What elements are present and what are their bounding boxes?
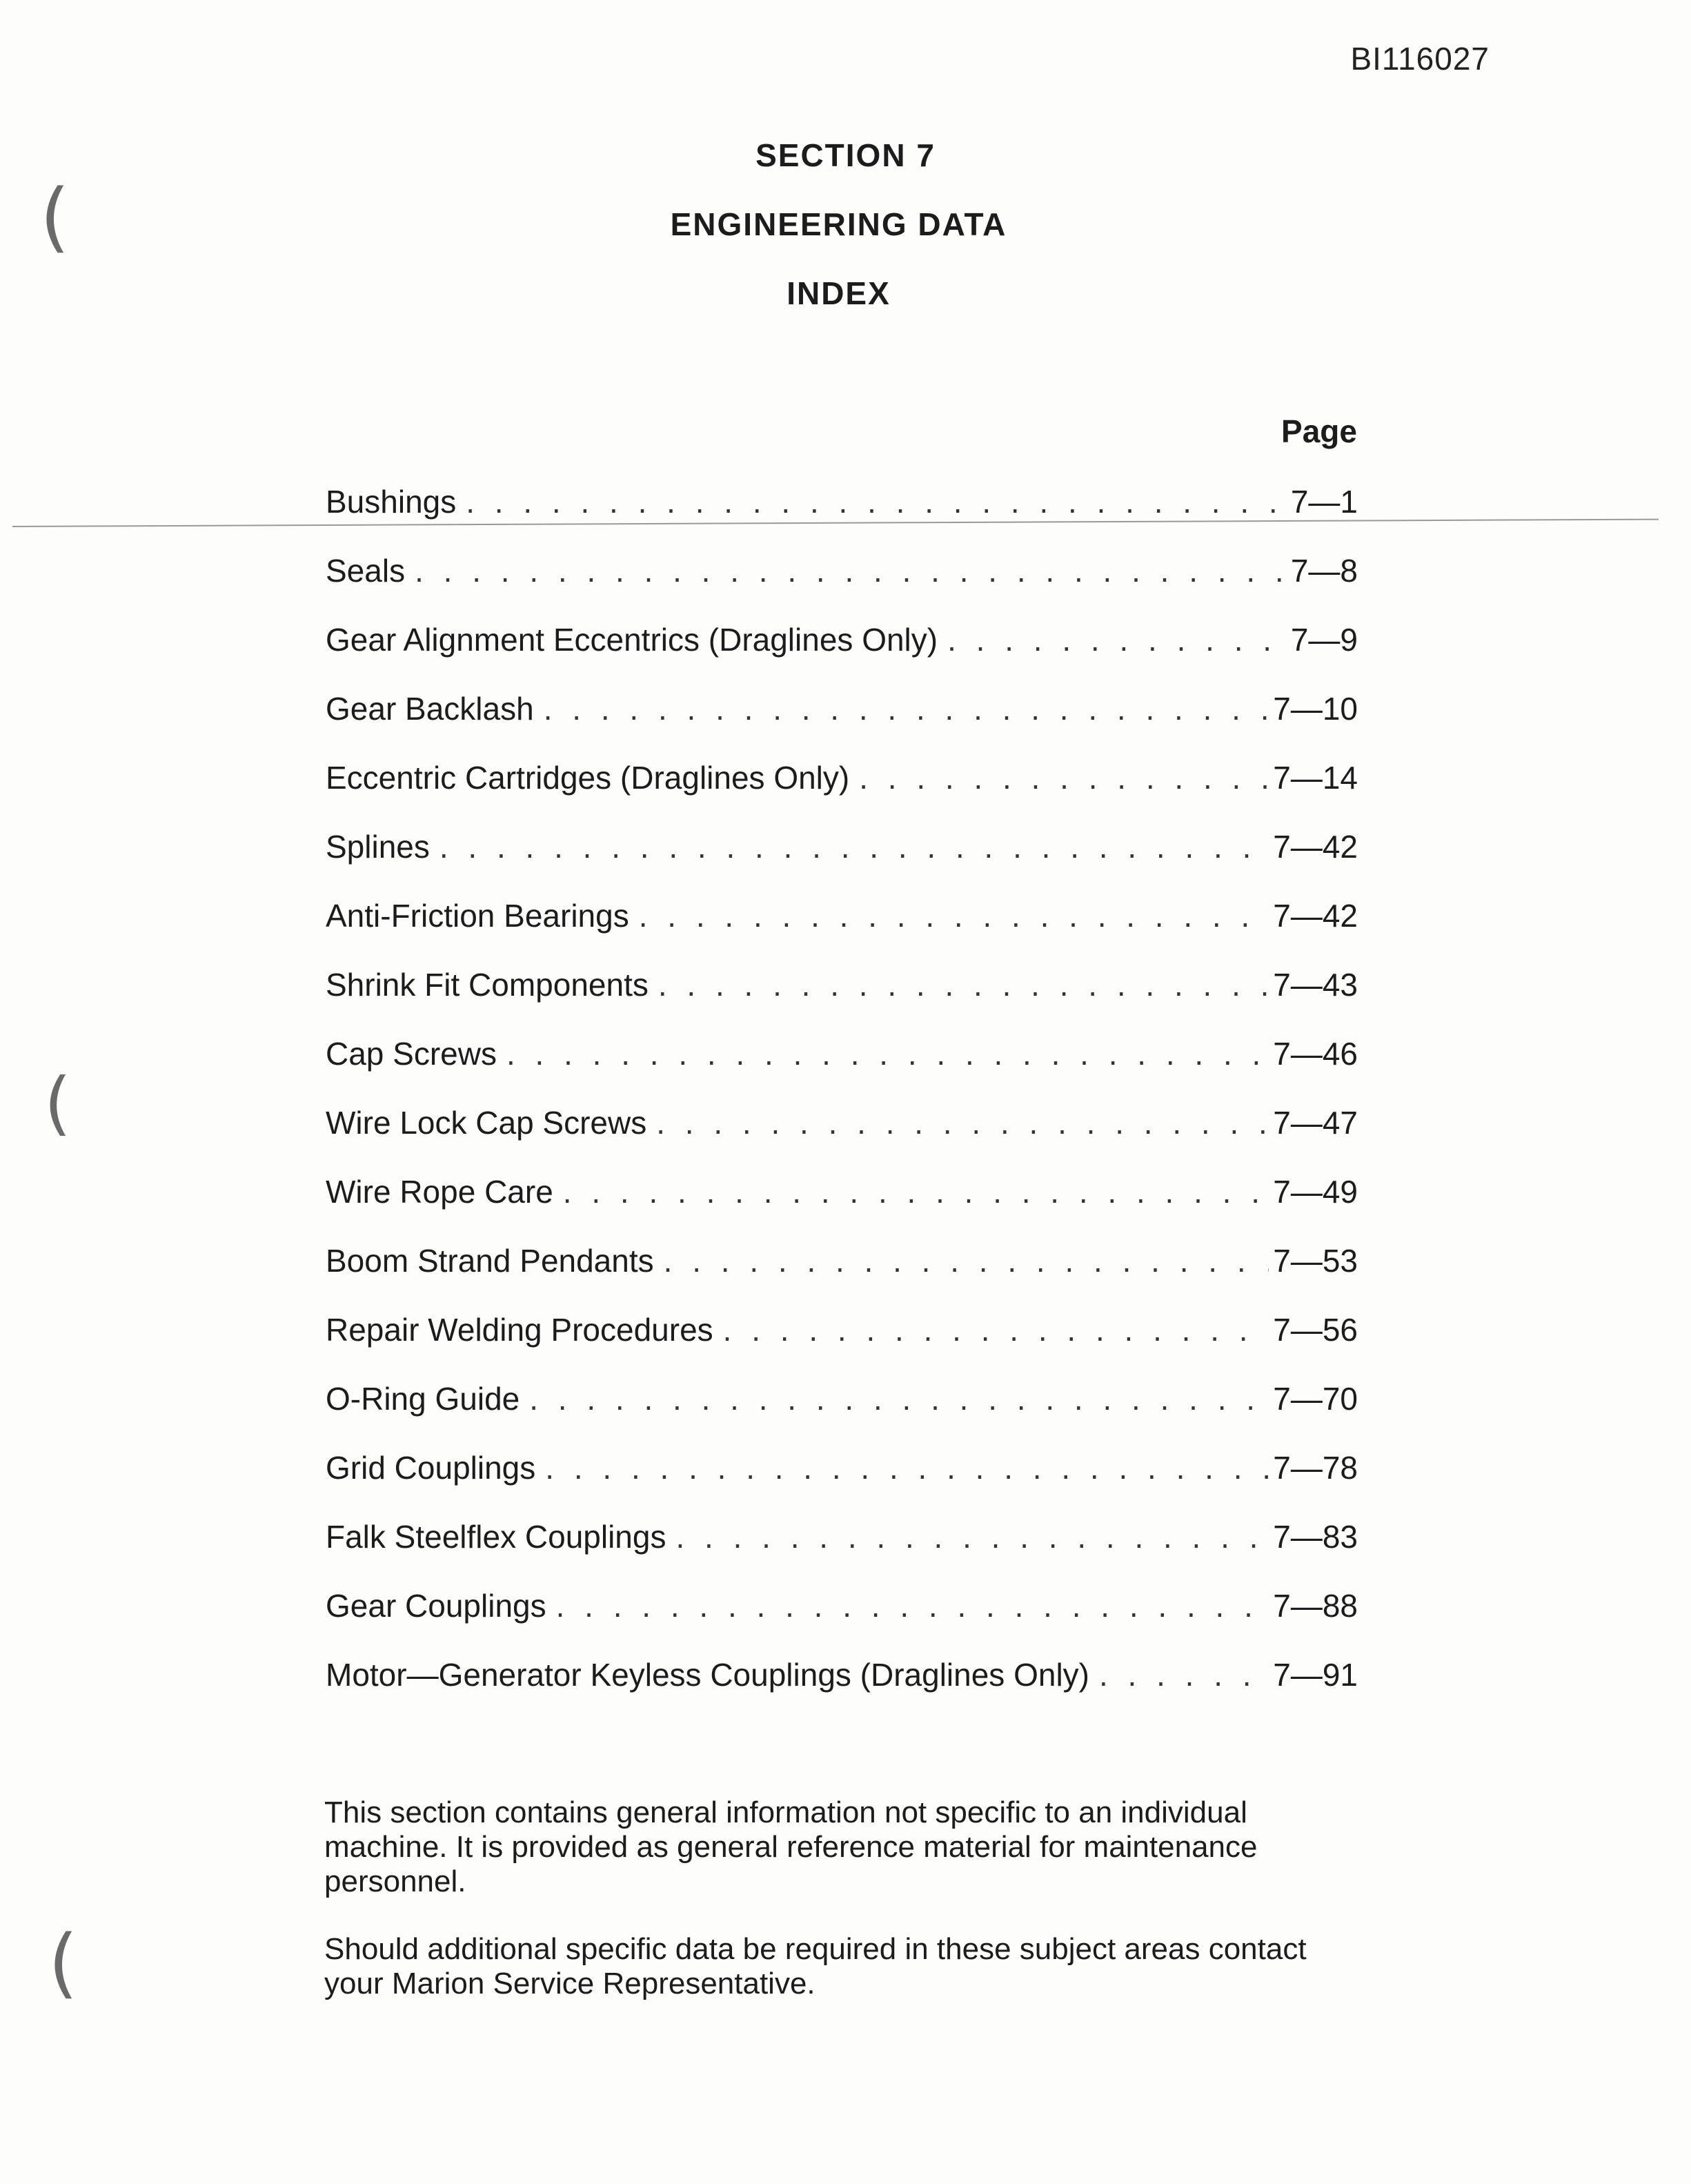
index-entry-page: 7—46	[1273, 1036, 1358, 1072]
section-heading: SECTION 7	[755, 137, 936, 173]
note-paragraph-contact: Should additional specific data be required in these subject areas contact your Marion Service Representative.	[324, 1932, 1307, 2000]
binder-hole-mark: (	[48, 1918, 78, 2007]
index-entry-label: Grid Couplings	[326, 1450, 536, 1486]
index-entry	[326, 828, 1358, 897]
index-entry	[326, 966, 1358, 1035]
dot-leader	[415, 552, 1287, 589]
index-entry-label: Bushings	[326, 484, 457, 520]
binder-hole-mark: (	[40, 173, 70, 261]
index-entry-page: 7—56	[1273, 1312, 1358, 1348]
index-entry-page: 7—70	[1273, 1381, 1358, 1417]
index-entry	[326, 483, 1358, 552]
dot-leader	[658, 966, 1269, 1003]
page-title: ENGINEERING DATA	[670, 206, 1007, 242]
index-entry-page: 7—10	[1273, 691, 1358, 727]
dot-leader	[664, 1242, 1269, 1279]
index-entry-label: Motor—Generator Keyless Couplings (Draglines Only)	[326, 1657, 1089, 1693]
dot-leader	[466, 483, 1287, 520]
index-entry-page: 7—42	[1273, 829, 1358, 865]
index-entry-label: Splines	[326, 829, 430, 865]
index-entry	[326, 1449, 1358, 1518]
index-entry	[326, 621, 1358, 690]
index-entry	[326, 1035, 1358, 1104]
index-entry-page: 7—43	[1273, 967, 1358, 1003]
index-entry	[326, 1587, 1358, 1656]
index-entry-page: 7—88	[1273, 1588, 1358, 1624]
document-id: BI116027	[1350, 41, 1490, 77]
index-entry-page: 7—8	[1290, 553, 1358, 589]
index-entry-page: 7—42	[1273, 898, 1358, 934]
index-entry-page: 7—53	[1273, 1243, 1358, 1279]
dot-leader	[1099, 1656, 1269, 1693]
page-column-header: Page	[1281, 413, 1357, 449]
index-entry	[326, 1242, 1358, 1311]
index-entry	[326, 1380, 1358, 1449]
dot-leader	[859, 759, 1269, 796]
index-entry-label: Eccentric Cartridges (Draglines Only)	[326, 760, 850, 796]
binder-hole-mark: (	[44, 1063, 72, 1143]
dot-leader	[639, 897, 1269, 934]
index-entry	[326, 1104, 1358, 1173]
dot-leader	[675, 1518, 1269, 1555]
index-entry-label: Gear Couplings	[326, 1588, 546, 1624]
index-entry-label: Falk Steelflex Couplings	[326, 1519, 666, 1555]
index-entry	[326, 1518, 1358, 1587]
index-entry	[326, 897, 1358, 966]
index-entry-label: Seals	[326, 553, 406, 589]
index-entry-page: 7—78	[1273, 1450, 1358, 1486]
index-entry-label: O-Ring Guide	[326, 1381, 520, 1417]
dot-leader	[545, 1449, 1269, 1486]
index-entry-page: 7—83	[1273, 1519, 1358, 1555]
index-entry-label: Boom Strand Pendants	[326, 1243, 654, 1279]
index-entry-label: Repair Welding Procedures	[326, 1312, 713, 1348]
dot-leader	[439, 828, 1269, 865]
index-entry-label: Wire Rope Care	[326, 1174, 553, 1210]
index-entry-label: Anti-Friction Bearings	[326, 898, 629, 934]
dot-leader	[556, 1587, 1269, 1624]
dot-leader	[947, 621, 1287, 658]
dot-leader	[529, 1380, 1269, 1417]
index-list	[326, 483, 1358, 1725]
index-entry-label: Shrink Fit Components	[326, 967, 649, 1003]
index-entry	[326, 759, 1358, 828]
dot-leader	[506, 1035, 1269, 1072]
page-subtitle: INDEX	[787, 275, 891, 311]
dot-leader	[544, 690, 1269, 727]
index-entry-page: 7—47	[1273, 1105, 1358, 1141]
index-entry	[326, 1173, 1358, 1242]
dot-leader	[563, 1173, 1269, 1210]
index-entry-page: 7—9	[1290, 622, 1358, 658]
index-entry-page: 7—14	[1273, 760, 1358, 796]
index-entry-label: Gear Alignment Eccentrics (Draglines Only)	[326, 622, 938, 658]
index-entry-page: 7—91	[1273, 1657, 1358, 1693]
index-entry	[326, 1656, 1358, 1725]
index-entry	[326, 552, 1358, 621]
index-entry-page: 7—49	[1273, 1174, 1358, 1210]
index-entry-label: Cap Screws	[326, 1036, 497, 1072]
index-entry-page: 7—1	[1290, 484, 1358, 520]
note-paragraph-general: This section contains general information not specific to an individual machine. It is provided as general reference material for maintenance personnel.	[324, 1796, 1258, 1898]
index-entry	[326, 690, 1358, 759]
index-entry	[326, 1311, 1358, 1380]
index-entry-label: Gear Backlash	[326, 691, 534, 727]
dot-leader	[723, 1311, 1269, 1348]
dot-leader	[656, 1104, 1269, 1141]
index-entry-label: Wire Lock Cap Screws	[326, 1105, 647, 1141]
